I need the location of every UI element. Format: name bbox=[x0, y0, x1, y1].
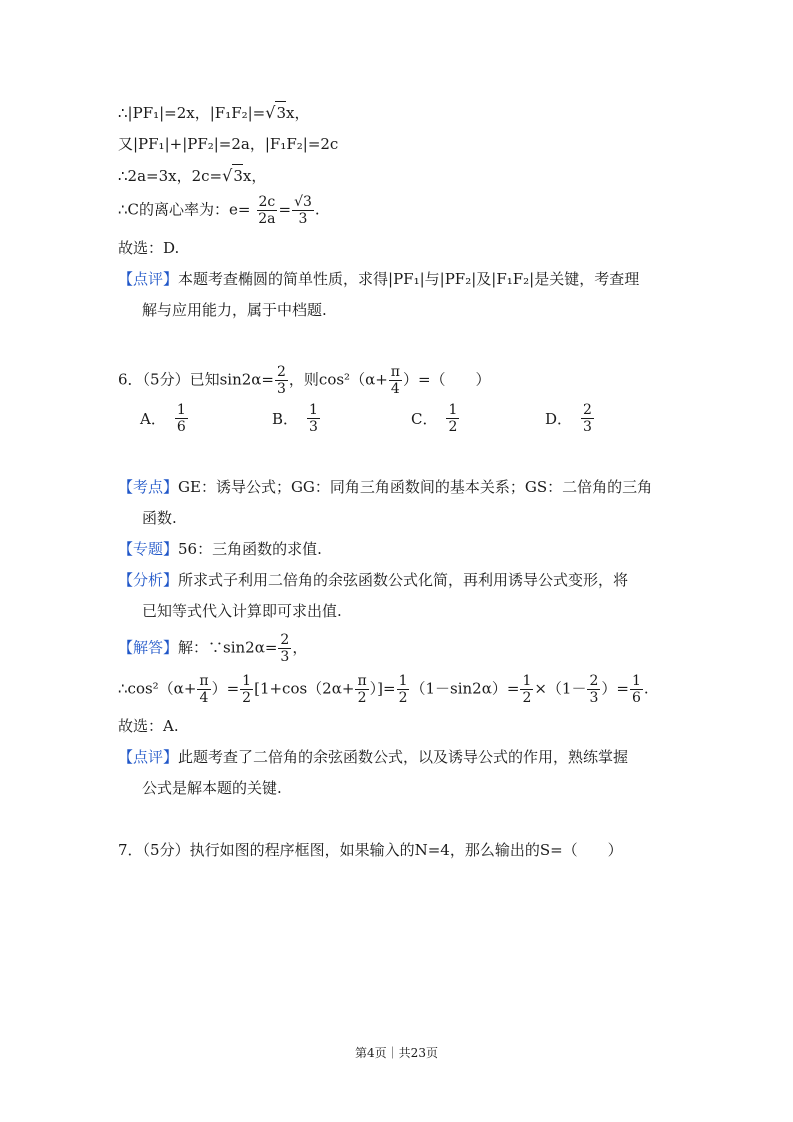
line-sum-focal: 又|PF₁|+|PF₂|=2a，|F₁F₂|=2c bbox=[118, 135, 339, 153]
comment-q6-cont: 公式是解本题的关键. bbox=[142, 779, 282, 797]
jieda: 【解答】解：∵sin2α= $\frac{2}{3}$ ， bbox=[118, 632, 308, 665]
option-d[interactable]: D． 2 3 bbox=[545, 402, 592, 435]
fenxi: 【分析】所求式子利用二倍角的余弦函数公式化简，再利用诱导公式变形，将 bbox=[118, 571, 629, 589]
option-b[interactable]: B． 1 3 bbox=[272, 402, 318, 435]
question-7-stem: 7．（5分）执行如图的程序框图，如果输入的N=4，那么输出的S=（ ） bbox=[118, 841, 623, 859]
kaodian: 【考点】GE：诱导公式；GG：同角三角函数间的基本关系；GS：二倍角的三角 bbox=[118, 478, 653, 496]
option-a[interactable]: A． 1 6 bbox=[140, 402, 186, 435]
page-footer: 第4页｜共23页 bbox=[355, 1046, 438, 1060]
comment-q6: 【点评】此题考查了二倍角的余弦函数公式，以及诱导公式的作用，熟练掌握 bbox=[118, 748, 629, 766]
answer-d: 故选：D. bbox=[118, 239, 180, 257]
line-pf1-f1f2: ∴|PF₁|=2x，|F₁F₂|=√3x， bbox=[118, 103, 310, 122]
kaodian-cont: 函数. bbox=[142, 509, 177, 527]
comment-q5-cont: 解与应用能力，属于中档题. bbox=[142, 301, 327, 319]
answer-a: 故选：A. bbox=[118, 717, 179, 735]
line-eccentricity: ∴C的离心率为：e= $\frac{2c}{2a}$ = $\frac{√3}{3}$ . bbox=[118, 194, 320, 227]
solution-line: ∴cos²（α+ $\frac{\pi}{4}$ ）= $\frac{1}{2}$ [1+cos（2α+ $\frac{\pi}{2}$ ）]= $\frac{1}{2}$ （1－sin2α）= $\frac{1}{2}$ ×（1－ $\frac{2}{3}$ ）= $\frac{1}{6}$ . bbox=[118, 673, 649, 706]
comment-q5: 【点评】本题考查椭圆的简单性质，求得|PF₁|与|PF₂|及|F₁F₂|是关键，考查理 bbox=[118, 270, 640, 288]
fraction-root3-3: $\frac{√3}{3}$ bbox=[294, 194, 312, 227]
option-c[interactable]: C． 1 2 bbox=[411, 402, 458, 435]
line-2a-2c: ∴2a=3x，2c=√3x， bbox=[118, 166, 267, 185]
fenxi-cont: 已知等式代入计算即可求出值. bbox=[142, 602, 342, 620]
zhuanti: 【专题】56：三角函数的求值. bbox=[118, 540, 322, 558]
question-6-stem: 6．（5分）已知sin2α= $\frac{2}{3}$ ，则cos²（α+ $\frac{\pi}{4}$ ）=（ ） bbox=[118, 364, 491, 397]
fraction-2c-2a: $\frac{2c}{2a}$ bbox=[258, 194, 276, 227]
